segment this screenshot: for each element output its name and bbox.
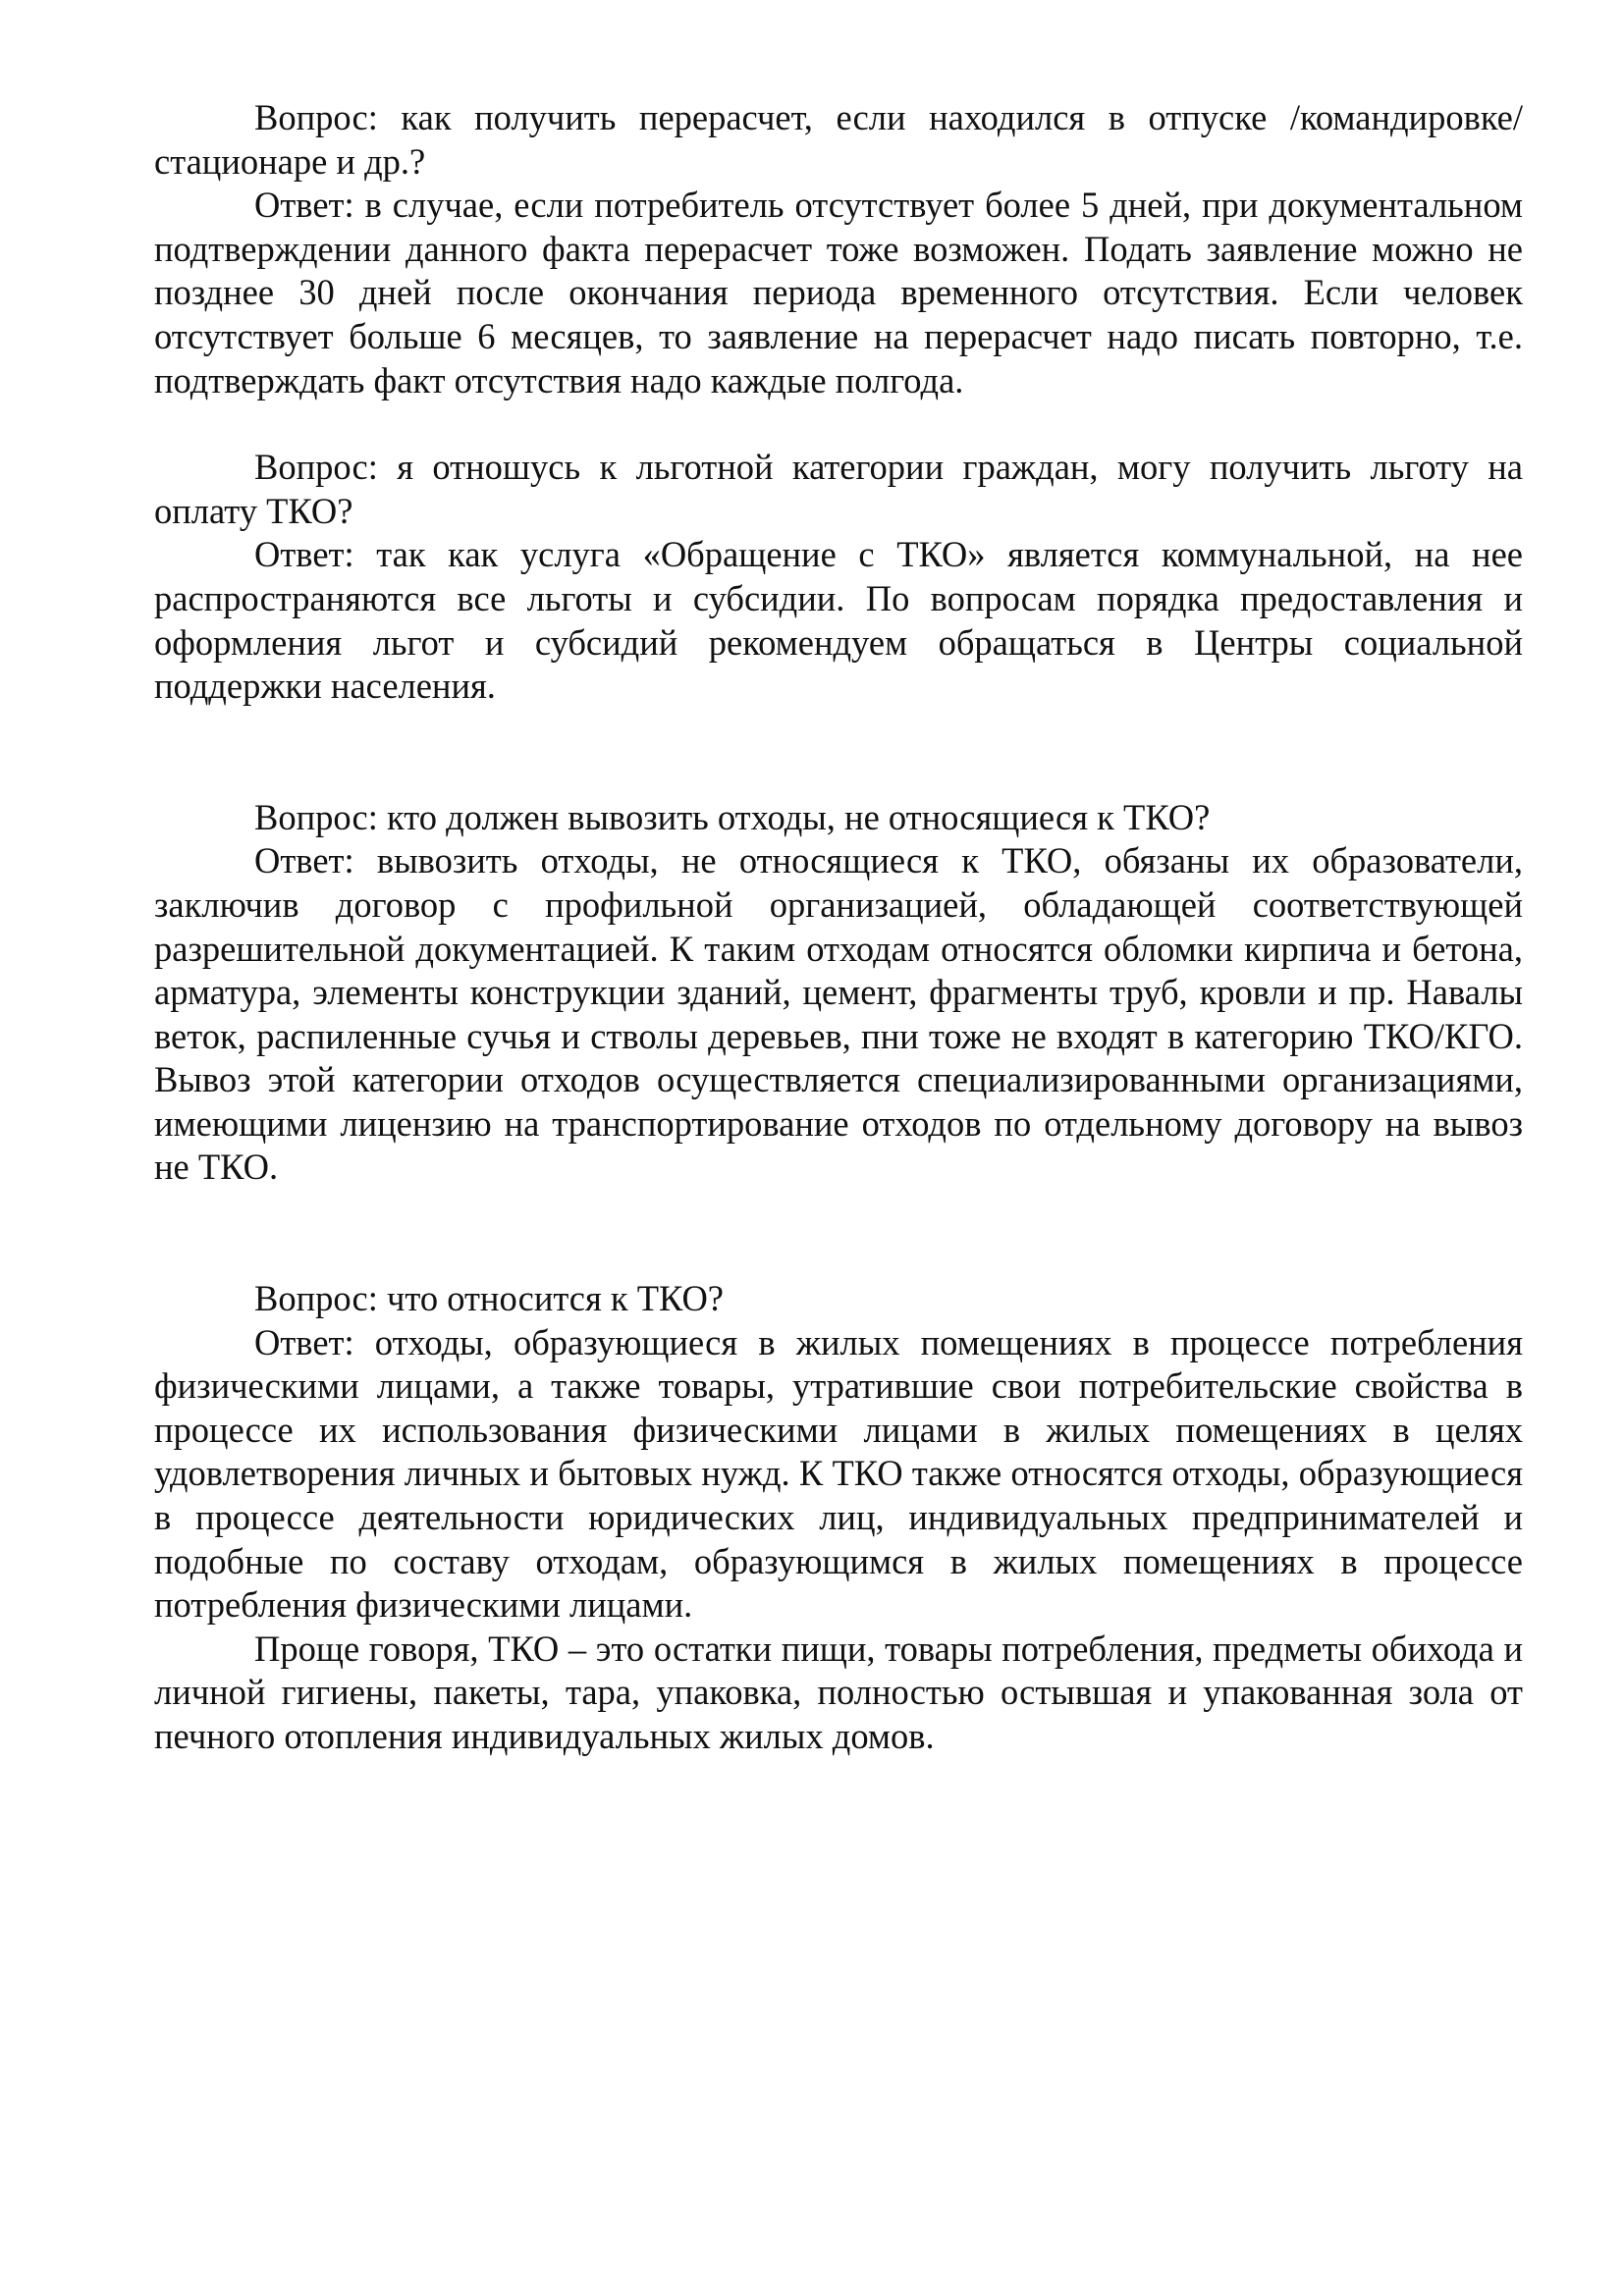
document-page [154, 96, 1523, 1759]
answer-paragraph: Ответ: отходы, образующиеся в жилых помещениях в процессе потребления физическими лицами, а также товары, утратившие свои потребительские свойства в процессе их использования физическими лицами в жилых помещениях в целях удовлетворения личных и бытовых нужд. К ТКО также относятся отходы, образующиеся в процессе деятельности юридических лиц, индивидуальных предпринимателей и подобные по составу отходам, образующимся в жилых помещениях в процессе потребления физическими лицами. [154, 1321, 1523, 1626]
question-paragraph: Вопрос: кто должен вывозить отходы, не относящиеся к ТКО? [254, 796, 1211, 837]
qa-section-what-is-tko [154, 1277, 1523, 1759]
question-paragraph: Вопрос: я отношусь к льготной категории граждан, могу получить льготу на оплату ТКО? [154, 447, 1523, 531]
question-paragraph: Вопрос: как получить перерасчет, если находился в отпуске /командировке/ стационаре и др.? [154, 97, 1523, 182]
answer-paragraph: Ответ: так как услуга «Обращение с ТКО» является коммунальной, на нее распространяются все льготы и субсидии. По вопросам порядка предоставления и оформления льгот и субсидий рекомендуем обращаться в Центры социальной поддержки населения. [154, 534, 1523, 707]
qa-section-benefits [154, 446, 1523, 709]
answer-paragraph: Ответ: в случае, если потребитель отсутствует более 5 дней, при документальном подтверждении данного факта перерасчет тоже возможен. Подать заявление можно не позднее 30 дней после окончания периода временного отсутствия. Если человек отсутствует больше 6 месяцев, то заявление на перерасчет надо писать повторно, т.е. подтверждать факт отсутствия надо каждые полгода. [154, 185, 1523, 400]
answer-paragraph: Ответ: вывозить отходы, не относящиеся к ТКО, обязаны их образователи, заключив договор с профильной организацией, обладающей соответствующей разрешительной документацией. К таким отходам относятся обломки кирпича и бетона, арматура, элементы конструкции зданий, цемент, фрагменты труб, кровли и пр. Навалы веток, распиленные сучья и стволы деревьев, пни тоже не входят в категорию ТКО/КГО. Вывоз этой категории отходов осуществляется специализированными организациями, имеющими лицензию на транспортирование отходов по отдельному договору на вывоз не ТКО. [154, 840, 1523, 1188]
qa-section-recalculation [154, 96, 1523, 402]
summary-paragraph: Проще говоря, ТКО – это остатки пищи, товары потребления, предметы обихода и личной гигиены, пакеты, тара, упаковка, полностью остывшая и упакованная зола от печного отопления индивидуальных жилых домов. [154, 1628, 1523, 1756]
question-paragraph: Вопрос: что относится к ТКО? [254, 1278, 725, 1319]
qa-section-non-tko-waste [154, 796, 1523, 1190]
